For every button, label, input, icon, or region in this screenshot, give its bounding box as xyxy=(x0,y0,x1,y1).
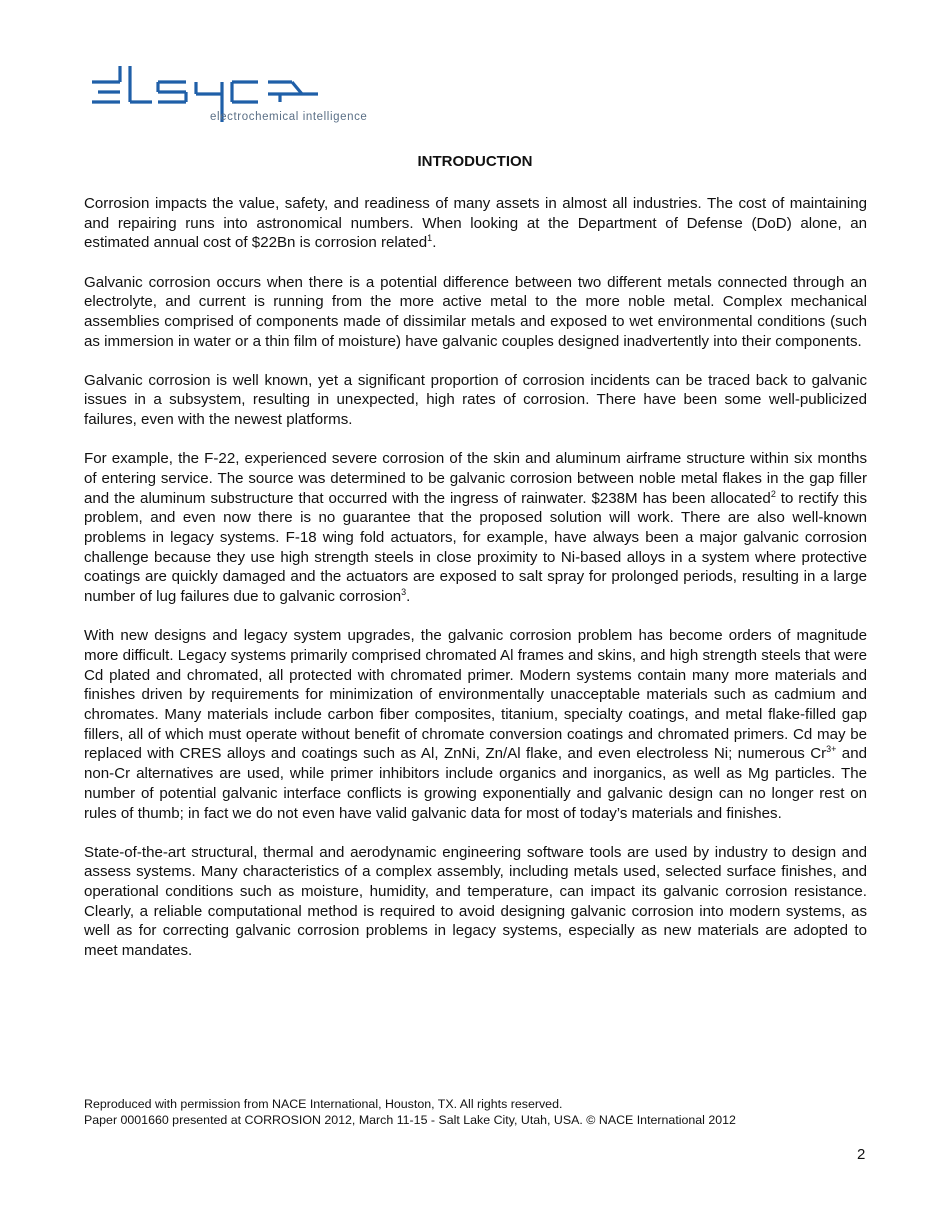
footnote-ref: 2 xyxy=(770,488,776,499)
logo-tagline: electrochemical intelligence xyxy=(210,111,368,123)
superscript: 3+ xyxy=(826,744,837,755)
paragraph-4: For example, the F-22, experienced severe corrosion of the skin and aluminum airframe structure within six months of entering service. The source was determined to be galvanic corrosion between noble metal flakes in the gap filler and the aluminum substructure that occurred with the ingress of rainwater. $238M has been allocated$^2$ to rectify this problem, and even now there is no guarantee that the proposed solution will work. There are also well-known problems in legacy systems. F-18 wing fold actuators, for example, have always been a major galvanic corrosion challenge because they use high strength steels in close proximity to Ni-based alloys in a system where protective coatings are quickly damaged and the actuators are exposed to salt spray for prolonged periods, resulting in a large number of lug failures due to galvanic corrosion$^3$. xyxy=(84,450,868,606)
paragraph-1: Corrosion impacts the value, safety, and readiness of many assets in almost all industries. The cost of maintaining and repairing runs into astronomical numbers. When looking at the Department of Defense (DoD) alone, an estimated annual cost of $22Bn is corrosion related$^1$. xyxy=(84,195,867,252)
footnote-ref: 3 xyxy=(401,587,407,598)
footer-citation: Paper 0001660 presented at CORROSION 2012, March 11-15 - Salt Lake City, Utah, USA. © NACE International 2012 xyxy=(84,1113,736,1127)
paragraph-2: Galvanic corrosion occurs when there is a potential difference between two different metals connected through an electrolyte, and current is running from the more active metal to the more noble metal. Complex mechanical assemblies comprised of components made of dissimilar metals and exposed to wet environmental conditions (such as immersion in water or a thin film of moisture) have galvanic couples designed inadvertently into their components. xyxy=(84,273,867,350)
paragraph-5: With new designs and legacy system upgrades, the galvanic corrosion problem has become orders of magnitude more difficult. Legacy systems primarily comprised chromated Al frames and skins, and high strength steels that were Cd plated and chromated, all protected with chromated primer. Modern systems contain many more materials and finishes driven by requirements for minimization of environmentally unacceptable materials such as cadmium and chromates. Many materials include carbon fiber composites, titanium, specialty coatings, and metal flake-filled gap fillers, all of which must operate without benefit of chromate conversion coatings and chromated primers. Cd may be replaced with CRES alloys and coatings such as Al, ZnNi, Zn/Al flake, and even electroless Ni; numerous $Cr^{3+}$ and non-Cr alternatives are used, while primer inhibitors include organics and inorganics, as well as Mg particles. The number of potential galvanic interface conflicts is growing exponentially and galvanic design can no longer rest on rules of thumb; in fact we do not even have valid galvanic data for most of today’s materials and finishes. xyxy=(84,627,867,822)
footer xyxy=(84,1096,736,1128)
page-number: 2 xyxy=(857,1146,866,1163)
paragraph-3: Galvanic corrosion is well known, yet a significant proportion of corrosion incidents can be traced back to galvanic issues in a subsystem, resulting in unexpected, high rates of corrosion. There have been some well-publicized failures, even with the newest platforms. xyxy=(84,371,867,429)
section-title: INTRODUCTION xyxy=(417,153,533,170)
paragraph-6: State-of-the-art structural, thermal and aerodynamic engineering software tools are used by industry to design and assess systems. Many characteristics of a complex assembly, including metals used, selected surface finishes, and operational conditions such as moisture, humidity, and temperature, can impact its galvanic corrosion resistance. Clearly, a reliable computational method is required to avoid designing galvanic corrosion into modern systems, as well as for correcting galvanic corrosion problems in legacy systems, especially as new materials are adopted to meet mandates. xyxy=(84,843,867,960)
body-text xyxy=(84,194,867,980)
footnote-ref: 1 xyxy=(427,233,433,244)
footer-permission: Reproduced with permission from NACE International, Houston, TX. All rights reserved. xyxy=(84,1097,563,1111)
